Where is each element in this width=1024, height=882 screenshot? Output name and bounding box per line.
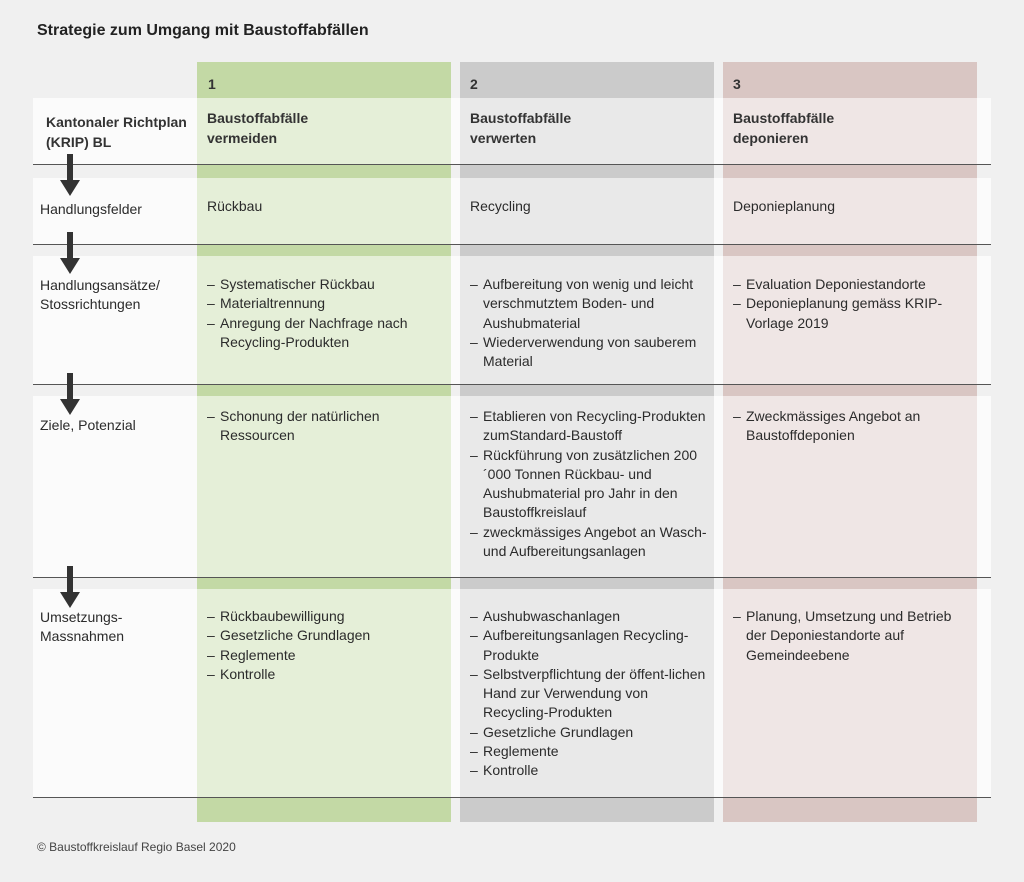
- row-label-handlungsfelder: Handlungsfelder: [40, 201, 142, 217]
- cell-handlungsfelder-2: Recycling: [470, 198, 531, 214]
- krip-label-line1: Kantonaler Richtplan: [46, 114, 187, 130]
- list-item: – Aufbereitung von wenig und leicht verschmutztem Boden- und Aushubmaterial: [470, 275, 710, 333]
- list-item: – Reglemente: [207, 646, 432, 665]
- cell-handlungsfelder-3: Deponieplanung: [733, 198, 835, 214]
- row-label-massnahmen: [40, 608, 124, 646]
- cell-ziele-3: [733, 407, 958, 446]
- bullet-list: [470, 275, 710, 371]
- row-label-massnahmen-line2: Massnahmen: [40, 628, 125, 644]
- down-arrow-icon: [60, 232, 80, 276]
- bullet-list: [207, 407, 432, 446]
- row-label-ansaetze-line1: Handlungsansätze/: [40, 277, 160, 293]
- column-1-heading-line2: vermeiden: [207, 130, 278, 146]
- row-label-ansaetze-line2: Stossrichtungen: [40, 296, 141, 312]
- list-item: – Kontrolle: [207, 665, 432, 684]
- list-item: – Systematischer Rückbau: [207, 275, 432, 294]
- bullet-list: [470, 407, 710, 561]
- krip-label: [46, 112, 187, 152]
- column-2-heading-line1: Baustoffabfälle: [470, 110, 572, 126]
- list-item: – Aushubwaschanlagen: [470, 607, 710, 626]
- cell-massnahmen-2: [470, 607, 710, 781]
- page-title: Strategie zum Umgang mit Baustoffabfällen: [37, 22, 369, 39]
- cell-ansaetze-1: [207, 275, 432, 352]
- cell-ziele-2: [470, 407, 710, 561]
- divider: [33, 384, 991, 385]
- bullet-list: [207, 275, 432, 352]
- row-label-ziele: Ziele, Potenzial: [40, 417, 136, 433]
- list-item: – Etablieren von Recycling-Produkten zumStandard-Baustoff: [470, 407, 710, 446]
- column-3-heading-line1: Baustoffabfälle: [733, 110, 835, 126]
- bullet-list: [207, 607, 432, 684]
- list-item: – Anregung der Nachfrage nach Recycling-Produkten: [207, 314, 432, 353]
- column-3-heading: [733, 108, 834, 148]
- list-item: – Rückbaubewilligung: [207, 607, 432, 626]
- bullet-list: [470, 607, 710, 781]
- cell-ansaetze-3: [733, 275, 958, 333]
- down-arrow-icon: [60, 373, 80, 417]
- list-item: – Reglemente: [470, 742, 710, 761]
- list-item: – Zweckmässiges Angebot an Baustoffdeponien: [733, 407, 958, 446]
- list-item: – Wiederverwendung von sauberem Material: [470, 333, 710, 372]
- column-3-number: 3: [733, 76, 741, 92]
- column-1-heading-line1: Baustoffabfälle: [207, 110, 309, 126]
- list-item: – Gesetzliche Grundlagen: [207, 626, 432, 645]
- divider: [33, 164, 991, 165]
- column-3-heading-line2: deponieren: [733, 130, 809, 146]
- row-label-ansaetze: [40, 276, 160, 314]
- cell-handlungsfelder-1: Rückbau: [207, 198, 263, 214]
- down-arrow-icon: [60, 566, 80, 610]
- cell-massnahmen-3: [733, 607, 958, 665]
- column-1-heading: [207, 108, 308, 148]
- column-2-heading-line2: verwerten: [470, 130, 537, 146]
- bullet-list: [733, 407, 958, 446]
- copyright-footer: © Baustoffkreislauf Regio Basel 2020: [37, 840, 236, 854]
- list-item: – Aufbereitungsanlagen Recycling-Produkte: [470, 626, 710, 665]
- list-item: – Kontrolle: [470, 761, 710, 780]
- column-1-number: 1: [208, 76, 216, 92]
- list-item: – zweckmässiges Angebot an Wasch- und Aufbereitungsanlagen: [470, 523, 710, 562]
- list-item: – Planung, Umsetzung und Betrieb der Deponiestandorte auf Gemeindeebene: [733, 607, 958, 665]
- bullet-list: [733, 607, 958, 665]
- row-label-massnahmen-line1: Umsetzungs-: [40, 609, 123, 625]
- column-2-number: 2: [470, 76, 478, 92]
- list-item: – Gesetzliche Grundlagen: [470, 723, 710, 742]
- list-item: – Schonung der natürlichen Ressourcen: [207, 407, 432, 446]
- list-item: – Rückführung von zusätzlichen 200´000 Tonnen Rückbau- und Aushubmaterial pro Jahr in den Baustoffkreislauf: [470, 446, 710, 523]
- cell-ansaetze-2: [470, 275, 710, 371]
- cell-ziele-1: [207, 407, 432, 446]
- column-2-heading: [470, 108, 571, 148]
- down-arrow-icon: [60, 154, 80, 198]
- list-item: – Deponieplanung gemäss KRIP-Vorlage 2019: [733, 294, 958, 333]
- krip-label-line2: (KRIP) BL: [46, 134, 112, 150]
- divider: [33, 797, 991, 798]
- divider: [33, 577, 991, 578]
- list-item: – Materialtrennung: [207, 294, 432, 313]
- list-item: – Evaluation Deponiestandorte: [733, 275, 958, 294]
- bullet-list: [733, 275, 958, 333]
- divider: [33, 244, 991, 245]
- list-item: – Selbstverpflichtung der öffent-lichen Hand zur Verwendung von Recycling-Produkten: [470, 665, 710, 723]
- cell-massnahmen-1: [207, 607, 432, 684]
